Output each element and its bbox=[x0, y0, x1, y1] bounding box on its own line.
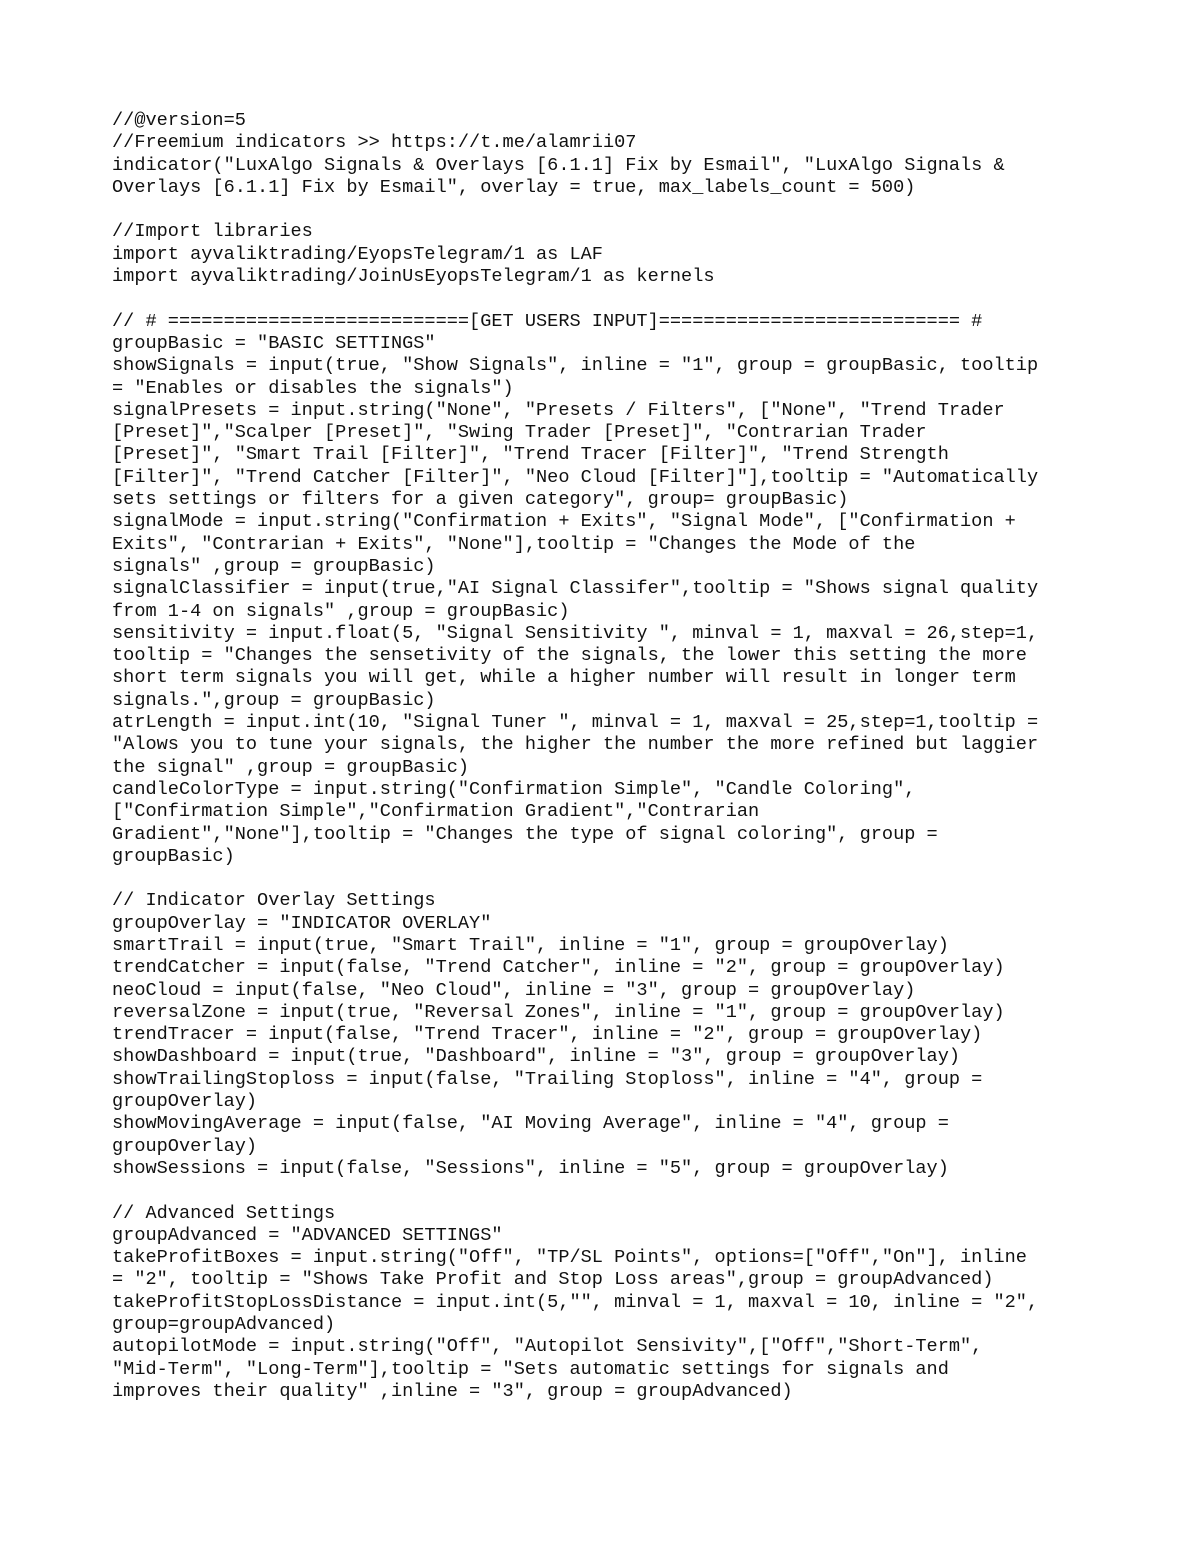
code-line: "Mid-Term", "Long-Term"],tooltip = "Sets automatic settings for signals and bbox=[112, 1358, 949, 1380]
code-line: Overlays [6.1.1] Fix by Esmail", overlay = true, max_labels_count = 500) bbox=[112, 176, 916, 198]
code-line: the signal" ,group = groupBasic) bbox=[112, 756, 470, 778]
code-line: // Indicator Overlay Settings bbox=[112, 890, 436, 912]
blank-line bbox=[112, 868, 1102, 890]
code-line: signalMode = input.string("Confirmation + Exits", "Signal Mode", ["Confirmation + bbox=[112, 511, 1016, 533]
code-line: ["Confirmation Simple","Confirmation Gradient","Contrarian bbox=[112, 801, 760, 823]
code-line: // # ===========================[GET USERS INPUT]=========================== # bbox=[112, 310, 983, 332]
code-line: signals.",group = groupBasic) bbox=[112, 689, 436, 711]
code-line: [Filter]", "Trend Catcher [Filter]", "Neo Cloud [Filter]"],tooltip = "Automatically bbox=[112, 466, 1039, 488]
code-line: groupBasic = "BASIC SETTINGS" bbox=[112, 332, 436, 354]
code-line: = "2", tooltip = "Shows Take Profit and Stop Loss areas",group = groupAdvanced) bbox=[112, 1269, 994, 1291]
code-line: = "Enables or disables the signals") bbox=[112, 377, 514, 399]
code-line: [Preset]","Scalper [Preset]", "Swing Trader [Preset]", "Contrarian Trader bbox=[112, 422, 927, 444]
code-line: //@version=5 bbox=[112, 110, 246, 131]
code-line: //Freemium indicators >> https://t.me/alamrii07 bbox=[112, 132, 637, 154]
code-line: trendCatcher = input(false, "Trend Catcher", inline = "2", group = groupOverlay) bbox=[112, 957, 1005, 979]
code-line: group=groupAdvanced) bbox=[112, 1314, 336, 1336]
code-line: //Import libraries bbox=[112, 221, 313, 243]
code-line: candleColorType = input.string("Confirmation Simple", "Candle Coloring", bbox=[112, 778, 916, 800]
code-line: // Advanced Settings bbox=[112, 1202, 336, 1224]
code-line: showSignals = input(true, "Show Signals", inline = "1", group = groupBasic, tooltip bbox=[112, 355, 1039, 377]
code-line: signalClassifier = input(true,"AI Signal Classifer",tooltip = "Shows signal quality bbox=[112, 578, 1039, 600]
code-line: improves their quality" ,inline = "3", group = groupAdvanced) bbox=[112, 1380, 793, 1402]
blank-line bbox=[112, 1180, 1102, 1202]
code-line: showDashboard = input(true, "Dashboard", inline = "3", group = groupOverlay) bbox=[112, 1046, 961, 1068]
code-line: groupOverlay) bbox=[112, 1135, 258, 1157]
code-line: import ayvaliktrading/EyopsTelegram/1 as LAF bbox=[112, 243, 603, 265]
code-line: showSessions = input(false, "Sessions", inline = "5", group = groupOverlay) bbox=[112, 1157, 949, 1179]
code-line: groupAdvanced = "ADVANCED SETTINGS" bbox=[112, 1224, 503, 1246]
code-line: smartTrail = input(true, "Smart Trail", inline = "1", group = groupOverlay) bbox=[112, 934, 949, 956]
code-line: autopilotMode = input.string("Off", "Autopilot Sensivity",["Off","Short-Term", bbox=[112, 1336, 983, 1358]
code-line: showMovingAverage = input(false, "AI Moving Average", inline = "4", group = bbox=[112, 1113, 949, 1135]
code-line: reversalZone = input(true, "Reversal Zones", inline = "1", group = groupOverlay) bbox=[112, 1001, 1005, 1023]
code-line: groupOverlay = "INDICATOR OVERLAY" bbox=[112, 912, 492, 934]
code-line: signals" ,group = groupBasic) bbox=[112, 555, 436, 577]
code-line: groupOverlay) bbox=[112, 1091, 258, 1113]
code-line: Gradient","None"],tooltip = "Changes the type of signal coloring", group = bbox=[112, 823, 938, 845]
code-line: neoCloud = input(false, "Neo Cloud", inline = "3", group = groupOverlay) bbox=[112, 979, 916, 1001]
code-line: short term signals you will get, while a higher number will result in longer term bbox=[112, 667, 1016, 689]
code-line: Exits", "Contrarian + Exits", "None"],tooltip = "Changes the Mode of the bbox=[112, 533, 916, 555]
code-line: import ayvaliktrading/JoinUsEyopsTelegram/1 as kernels bbox=[112, 266, 715, 288]
code-line: tooltip = "Changes the sensetivity of the signals, the lower this setting the more bbox=[112, 645, 1027, 667]
code-line: sets settings or filters for a given category", group= groupBasic) bbox=[112, 489, 849, 511]
code-line: takeProfitBoxes = input.string("Off", "TP/SL Points", options=["Off","On"], inline bbox=[112, 1247, 1027, 1269]
code-line: sensitivity = input.float(5, "Signal Sensitivity ", minval = 1, maxval = 26,step=1, bbox=[112, 622, 1039, 644]
code-line: groupBasic) bbox=[112, 845, 235, 867]
code-line: "Alows you to tune your signals, the higher the number the more refined but laggier bbox=[112, 734, 1039, 756]
blank-line bbox=[112, 288, 1102, 310]
code-line: atrLength = input.int(10, "Signal Tuner ", minval = 1, maxval = 25,step=1,tooltip = bbox=[112, 712, 1039, 734]
code-line: indicator("LuxAlgo Signals & Overlays [6.1.1] Fix by Esmail", "LuxAlgo Signals & bbox=[112, 154, 1005, 176]
code-line: [Preset]", "Smart Trail [Filter]", "Trend Tracer [Filter]", "Trend Strength bbox=[112, 444, 949, 466]
blank-line bbox=[112, 199, 1102, 221]
code-listing bbox=[112, 110, 1102, 1403]
code-line: from 1-4 on signals" ,group = groupBasic) bbox=[112, 600, 570, 622]
code-line: signalPresets = input.string("None", "Presets / Filters", ["None", "Trend Trader bbox=[112, 399, 1005, 421]
code-line: takeProfitStopLossDistance = input.int(5,"", minval = 1, maxval = 10, inline = "2", bbox=[112, 1291, 1039, 1313]
code-line: trendTracer = input(false, "Trend Tracer", inline = "2", group = groupOverlay) bbox=[112, 1024, 983, 1046]
code-line: showTrailingStoploss = input(false, "Trailing Stoploss", inline = "4", group = bbox=[112, 1068, 983, 1090]
